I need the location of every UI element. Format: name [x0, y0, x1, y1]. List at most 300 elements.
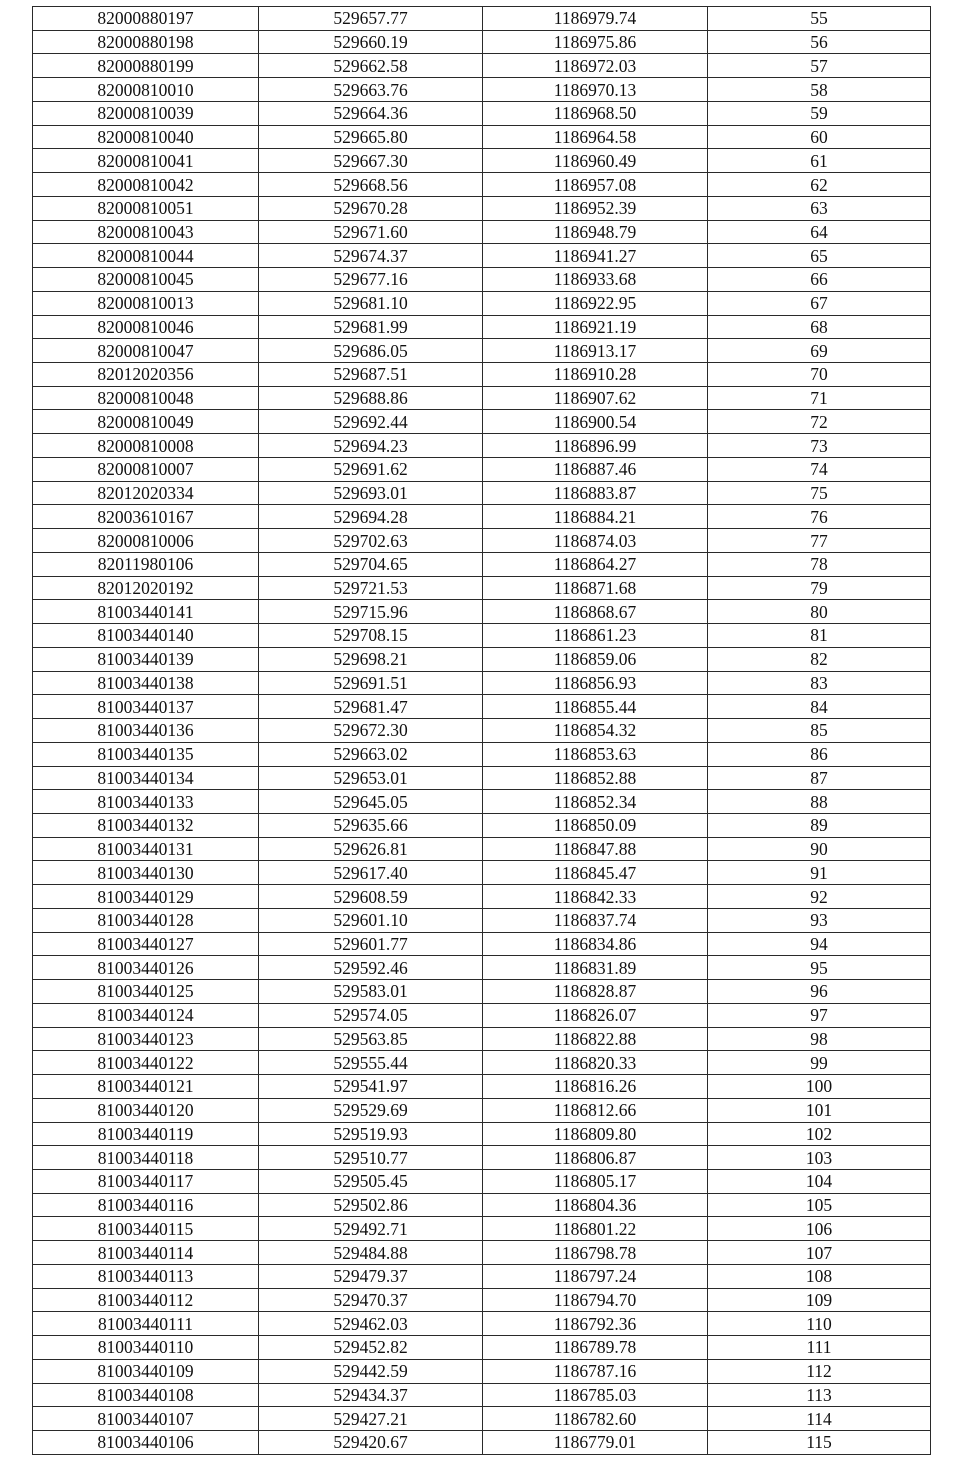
y-coordinate-cell: 1186822.88 — [483, 1027, 708, 1051]
table-row — [33, 101, 931, 125]
table-row — [33, 885, 931, 909]
point-id-cell: 81003440138 — [33, 671, 259, 695]
point-number-cell: 97 — [708, 1003, 931, 1027]
point-number-cell: 89 — [708, 813, 931, 837]
point-number-cell: 88 — [708, 790, 931, 814]
point-number-cell: 87 — [708, 766, 931, 790]
point-id-cell: 82000810041 — [33, 149, 259, 173]
x-coordinate-cell: 529668.56 — [259, 173, 483, 197]
y-coordinate-cell: 1186871.68 — [483, 576, 708, 600]
x-coordinate-cell: 529645.05 — [259, 790, 483, 814]
table-row — [33, 1407, 931, 1431]
y-coordinate-cell: 1186972.03 — [483, 54, 708, 78]
y-coordinate-cell: 1186859.06 — [483, 647, 708, 671]
point-id-cell: 81003440141 — [33, 600, 259, 624]
point-id-cell: 81003440122 — [33, 1051, 259, 1075]
y-coordinate-cell: 1186842.33 — [483, 885, 708, 909]
point-number-cell: 112 — [708, 1359, 931, 1383]
table-row — [33, 363, 931, 387]
y-coordinate-cell: 1186921.19 — [483, 315, 708, 339]
table-row — [33, 173, 931, 197]
point-number-cell: 71 — [708, 386, 931, 410]
point-id-cell: 81003440134 — [33, 766, 259, 790]
x-coordinate-cell: 529635.66 — [259, 813, 483, 837]
table-row — [33, 1217, 931, 1241]
point-id-cell: 82000810045 — [33, 268, 259, 292]
table-row — [33, 576, 931, 600]
point-number-cell: 62 — [708, 173, 931, 197]
table-row — [33, 932, 931, 956]
point-id-cell: 81003440137 — [33, 695, 259, 719]
point-id-cell: 82012020192 — [33, 576, 259, 600]
point-id-cell: 81003440135 — [33, 742, 259, 766]
point-id-cell: 82012020356 — [33, 363, 259, 387]
y-coordinate-cell: 1186883.87 — [483, 481, 708, 505]
point-number-cell: 57 — [708, 54, 931, 78]
point-number-cell: 92 — [708, 885, 931, 909]
x-coordinate-cell: 529681.10 — [259, 291, 483, 315]
table-row — [33, 695, 931, 719]
x-coordinate-cell: 529479.37 — [259, 1264, 483, 1288]
table-row — [33, 1075, 931, 1099]
point-id-cell: 81003440115 — [33, 1217, 259, 1241]
point-number-cell: 70 — [708, 363, 931, 387]
point-number-cell: 94 — [708, 932, 931, 956]
x-coordinate-cell: 529698.21 — [259, 647, 483, 671]
y-coordinate-cell: 1186960.49 — [483, 149, 708, 173]
x-coordinate-cell: 529529.69 — [259, 1098, 483, 1122]
x-coordinate-cell: 529492.71 — [259, 1217, 483, 1241]
point-number-cell: 65 — [708, 244, 931, 268]
point-id-cell: 81003440120 — [33, 1098, 259, 1122]
table-row — [33, 268, 931, 292]
table-row — [33, 600, 931, 624]
x-coordinate-cell: 529672.30 — [259, 719, 483, 743]
point-id-cell: 81003440130 — [33, 861, 259, 885]
y-coordinate-cell: 1186845.47 — [483, 861, 708, 885]
x-coordinate-cell: 529505.45 — [259, 1169, 483, 1193]
point-number-cell: 64 — [708, 220, 931, 244]
x-coordinate-cell: 529665.80 — [259, 125, 483, 149]
table-row — [33, 1312, 931, 1336]
table-row — [33, 220, 931, 244]
point-number-cell: 111 — [708, 1336, 931, 1360]
point-number-cell: 67 — [708, 291, 931, 315]
table-row — [33, 315, 931, 339]
y-coordinate-cell: 1186853.63 — [483, 742, 708, 766]
x-coordinate-cell: 529686.05 — [259, 339, 483, 363]
x-coordinate-cell: 529427.21 — [259, 1407, 483, 1431]
table-row — [33, 1383, 931, 1407]
point-number-cell: 115 — [708, 1431, 931, 1455]
point-id-cell: 81003440126 — [33, 956, 259, 980]
table-row — [33, 766, 931, 790]
point-number-cell: 76 — [708, 505, 931, 529]
point-number-cell: 109 — [708, 1288, 931, 1312]
point-id-cell: 81003440123 — [33, 1027, 259, 1051]
x-coordinate-cell: 529687.51 — [259, 363, 483, 387]
x-coordinate-cell: 529484.88 — [259, 1241, 483, 1265]
point-id-cell: 81003440136 — [33, 719, 259, 743]
y-coordinate-cell: 1186896.99 — [483, 434, 708, 458]
table-row — [33, 196, 931, 220]
y-coordinate-cell: 1186804.36 — [483, 1193, 708, 1217]
x-coordinate-cell: 529519.93 — [259, 1122, 483, 1146]
y-coordinate-cell: 1186801.22 — [483, 1217, 708, 1241]
y-coordinate-cell: 1186957.08 — [483, 173, 708, 197]
point-number-cell: 63 — [708, 196, 931, 220]
y-coordinate-cell: 1186820.33 — [483, 1051, 708, 1075]
point-id-cell: 81003440117 — [33, 1169, 259, 1193]
y-coordinate-cell: 1186979.74 — [483, 7, 708, 31]
point-number-cell: 114 — [708, 1407, 931, 1431]
y-coordinate-cell: 1186826.07 — [483, 1003, 708, 1027]
point-number-cell: 60 — [708, 125, 931, 149]
point-id-cell: 82000810051 — [33, 196, 259, 220]
point-id-cell: 81003440113 — [33, 1264, 259, 1288]
point-number-cell: 113 — [708, 1383, 931, 1407]
x-coordinate-cell: 529601.10 — [259, 908, 483, 932]
x-coordinate-cell: 529693.01 — [259, 481, 483, 505]
point-number-cell: 93 — [708, 908, 931, 932]
point-id-cell: 82003610167 — [33, 505, 259, 529]
table-row — [33, 1169, 931, 1193]
y-coordinate-cell: 1186856.93 — [483, 671, 708, 695]
y-coordinate-cell: 1186798.78 — [483, 1241, 708, 1265]
point-number-cell: 98 — [708, 1027, 931, 1051]
y-coordinate-cell: 1186855.44 — [483, 695, 708, 719]
y-coordinate-cell: 1186907.62 — [483, 386, 708, 410]
y-coordinate-cell: 1186941.27 — [483, 244, 708, 268]
y-coordinate-cell: 1186792.36 — [483, 1312, 708, 1336]
x-coordinate-cell: 529721.53 — [259, 576, 483, 600]
point-number-cell: 56 — [708, 30, 931, 54]
table-row — [33, 1146, 931, 1170]
point-id-cell: 81003440140 — [33, 624, 259, 648]
y-coordinate-cell: 1186789.78 — [483, 1336, 708, 1360]
x-coordinate-cell: 529617.40 — [259, 861, 483, 885]
x-coordinate-cell: 529626.81 — [259, 837, 483, 861]
point-id-cell: 81003440121 — [33, 1075, 259, 1099]
point-id-cell: 81003440132 — [33, 813, 259, 837]
x-coordinate-cell: 529704.65 — [259, 552, 483, 576]
x-coordinate-cell: 529681.99 — [259, 315, 483, 339]
y-coordinate-cell: 1186797.24 — [483, 1264, 708, 1288]
table-row — [33, 125, 931, 149]
point-number-cell: 100 — [708, 1075, 931, 1099]
point-number-cell: 72 — [708, 410, 931, 434]
x-coordinate-cell: 529420.67 — [259, 1431, 483, 1455]
point-id-cell: 81003440131 — [33, 837, 259, 861]
point-id-cell: 82000810047 — [33, 339, 259, 363]
y-coordinate-cell: 1186812.66 — [483, 1098, 708, 1122]
y-coordinate-cell: 1186874.03 — [483, 529, 708, 553]
point-id-cell: 82000810043 — [33, 220, 259, 244]
y-coordinate-cell: 1186828.87 — [483, 980, 708, 1004]
y-coordinate-cell: 1186854.32 — [483, 719, 708, 743]
point-id-cell: 81003440118 — [33, 1146, 259, 1170]
point-number-cell: 86 — [708, 742, 931, 766]
x-coordinate-cell: 529663.02 — [259, 742, 483, 766]
point-number-cell: 107 — [708, 1241, 931, 1265]
table-row — [33, 980, 931, 1004]
coordinate-table — [32, 6, 931, 1455]
table-row — [33, 837, 931, 861]
point-id-cell: 81003440108 — [33, 1383, 259, 1407]
y-coordinate-cell: 1186831.89 — [483, 956, 708, 980]
x-coordinate-cell: 529563.85 — [259, 1027, 483, 1051]
table-row — [33, 54, 931, 78]
point-id-cell: 82000810006 — [33, 529, 259, 553]
point-number-cell: 91 — [708, 861, 931, 885]
table-row — [33, 7, 931, 31]
y-coordinate-cell: 1186787.16 — [483, 1359, 708, 1383]
y-coordinate-cell: 1186782.60 — [483, 1407, 708, 1431]
table-row — [33, 790, 931, 814]
table-row — [33, 1051, 931, 1075]
x-coordinate-cell: 529657.77 — [259, 7, 483, 31]
table-row — [33, 1431, 931, 1455]
point-number-cell: 73 — [708, 434, 931, 458]
y-coordinate-cell: 1186884.21 — [483, 505, 708, 529]
x-coordinate-cell: 529541.97 — [259, 1075, 483, 1099]
table-row — [33, 1003, 931, 1027]
x-coordinate-cell: 529670.28 — [259, 196, 483, 220]
table-row — [33, 647, 931, 671]
y-coordinate-cell: 1186952.39 — [483, 196, 708, 220]
y-coordinate-cell: 1186850.09 — [483, 813, 708, 837]
point-id-cell: 81003440106 — [33, 1431, 259, 1455]
point-number-cell: 59 — [708, 101, 931, 125]
table-row — [33, 1193, 931, 1217]
x-coordinate-cell: 529653.01 — [259, 766, 483, 790]
table-row — [33, 908, 931, 932]
x-coordinate-cell: 529462.03 — [259, 1312, 483, 1336]
coordinate-table-body — [33, 7, 931, 1455]
point-id-cell: 81003440119 — [33, 1122, 259, 1146]
y-coordinate-cell: 1186837.74 — [483, 908, 708, 932]
table-row — [33, 671, 931, 695]
table-row — [33, 244, 931, 268]
point-id-cell: 82000810040 — [33, 125, 259, 149]
point-number-cell: 74 — [708, 457, 931, 481]
table-row — [33, 861, 931, 885]
x-coordinate-cell: 529502.86 — [259, 1193, 483, 1217]
x-coordinate-cell: 529692.44 — [259, 410, 483, 434]
y-coordinate-cell: 1186975.86 — [483, 30, 708, 54]
point-number-cell: 99 — [708, 1051, 931, 1075]
point-id-cell: 81003440133 — [33, 790, 259, 814]
y-coordinate-cell: 1186816.26 — [483, 1075, 708, 1099]
table-row — [33, 434, 931, 458]
point-id-cell: 82000880197 — [33, 7, 259, 31]
point-number-cell: 61 — [708, 149, 931, 173]
table-row — [33, 457, 931, 481]
point-id-cell: 81003440128 — [33, 908, 259, 932]
x-coordinate-cell: 529667.30 — [259, 149, 483, 173]
table-row — [33, 1241, 931, 1265]
table-row — [33, 505, 931, 529]
point-number-cell: 96 — [708, 980, 931, 1004]
point-id-cell: 81003440112 — [33, 1288, 259, 1312]
point-number-cell: 58 — [708, 78, 931, 102]
y-coordinate-cell: 1186948.79 — [483, 220, 708, 244]
point-number-cell: 75 — [708, 481, 931, 505]
point-number-cell: 81 — [708, 624, 931, 648]
table-row — [33, 719, 931, 743]
table-row — [33, 410, 931, 434]
point-number-cell: 104 — [708, 1169, 931, 1193]
point-number-cell: 79 — [708, 576, 931, 600]
x-coordinate-cell: 529555.44 — [259, 1051, 483, 1075]
x-coordinate-cell: 529510.77 — [259, 1146, 483, 1170]
point-id-cell: 82000810048 — [33, 386, 259, 410]
x-coordinate-cell: 529691.62 — [259, 457, 483, 481]
point-number-cell: 84 — [708, 695, 931, 719]
point-number-cell: 83 — [708, 671, 931, 695]
point-id-cell: 82000810013 — [33, 291, 259, 315]
point-number-cell: 85 — [708, 719, 931, 743]
y-coordinate-cell: 1186887.46 — [483, 457, 708, 481]
point-number-cell: 77 — [708, 529, 931, 553]
x-coordinate-cell: 529691.51 — [259, 671, 483, 695]
table-row — [33, 149, 931, 173]
table-row — [33, 1336, 931, 1360]
point-id-cell: 81003440110 — [33, 1336, 259, 1360]
table-row — [33, 1288, 931, 1312]
x-coordinate-cell: 529452.82 — [259, 1336, 483, 1360]
point-number-cell: 66 — [708, 268, 931, 292]
point-id-cell: 82000810049 — [33, 410, 259, 434]
point-id-cell: 81003440107 — [33, 1407, 259, 1431]
y-coordinate-cell: 1186805.17 — [483, 1169, 708, 1193]
y-coordinate-cell: 1186868.67 — [483, 600, 708, 624]
point-id-cell: 82000810044 — [33, 244, 259, 268]
table-row — [33, 552, 931, 576]
point-id-cell: 81003440129 — [33, 885, 259, 909]
y-coordinate-cell: 1186900.54 — [483, 410, 708, 434]
x-coordinate-cell: 529662.58 — [259, 54, 483, 78]
x-coordinate-cell: 529608.59 — [259, 885, 483, 909]
point-number-cell: 90 — [708, 837, 931, 861]
x-coordinate-cell: 529694.23 — [259, 434, 483, 458]
table-row — [33, 30, 931, 54]
y-coordinate-cell: 1186779.01 — [483, 1431, 708, 1455]
y-coordinate-cell: 1186964.58 — [483, 125, 708, 149]
point-id-cell: 82000880199 — [33, 54, 259, 78]
point-id-cell: 82000810010 — [33, 78, 259, 102]
y-coordinate-cell: 1186933.68 — [483, 268, 708, 292]
point-id-cell: 81003440124 — [33, 1003, 259, 1027]
x-coordinate-cell: 529601.77 — [259, 932, 483, 956]
point-id-cell: 82012020334 — [33, 481, 259, 505]
point-id-cell: 82000810039 — [33, 101, 259, 125]
table-row — [33, 339, 931, 363]
point-id-cell: 81003440111 — [33, 1312, 259, 1336]
table-row — [33, 742, 931, 766]
x-coordinate-cell: 529663.76 — [259, 78, 483, 102]
table-row — [33, 1027, 931, 1051]
table-row — [33, 386, 931, 410]
x-coordinate-cell: 529434.37 — [259, 1383, 483, 1407]
x-coordinate-cell: 529664.36 — [259, 101, 483, 125]
x-coordinate-cell: 529715.96 — [259, 600, 483, 624]
point-id-cell: 81003440125 — [33, 980, 259, 1004]
table-row — [33, 1264, 931, 1288]
x-coordinate-cell: 529592.46 — [259, 956, 483, 980]
table-row — [33, 813, 931, 837]
x-coordinate-cell: 529660.19 — [259, 30, 483, 54]
point-id-cell: 81003440116 — [33, 1193, 259, 1217]
x-coordinate-cell: 529708.15 — [259, 624, 483, 648]
x-coordinate-cell: 529583.01 — [259, 980, 483, 1004]
table-row — [33, 529, 931, 553]
y-coordinate-cell: 1186864.27 — [483, 552, 708, 576]
point-number-cell: 110 — [708, 1312, 931, 1336]
point-id-cell: 82000810042 — [33, 173, 259, 197]
point-number-cell: 82 — [708, 647, 931, 671]
point-number-cell: 69 — [708, 339, 931, 363]
x-coordinate-cell: 529470.37 — [259, 1288, 483, 1312]
table-row — [33, 1122, 931, 1146]
point-id-cell: 82000810046 — [33, 315, 259, 339]
point-number-cell: 95 — [708, 956, 931, 980]
y-coordinate-cell: 1186968.50 — [483, 101, 708, 125]
point-id-cell: 81003440127 — [33, 932, 259, 956]
x-coordinate-cell: 529681.47 — [259, 695, 483, 719]
y-coordinate-cell: 1186861.23 — [483, 624, 708, 648]
y-coordinate-cell: 1186913.17 — [483, 339, 708, 363]
table-row — [33, 956, 931, 980]
table-row — [33, 481, 931, 505]
point-number-cell: 68 — [708, 315, 931, 339]
point-number-cell: 102 — [708, 1122, 931, 1146]
y-coordinate-cell: 1186847.88 — [483, 837, 708, 861]
table-row — [33, 624, 931, 648]
table-row — [33, 291, 931, 315]
point-number-cell: 80 — [708, 600, 931, 624]
point-number-cell: 106 — [708, 1217, 931, 1241]
table-row — [33, 1098, 931, 1122]
x-coordinate-cell: 529671.60 — [259, 220, 483, 244]
x-coordinate-cell: 529688.86 — [259, 386, 483, 410]
y-coordinate-cell: 1186794.70 — [483, 1288, 708, 1312]
table-row — [33, 1359, 931, 1383]
y-coordinate-cell: 1186852.34 — [483, 790, 708, 814]
x-coordinate-cell: 529442.59 — [259, 1359, 483, 1383]
x-coordinate-cell: 529702.63 — [259, 529, 483, 553]
x-coordinate-cell: 529694.28 — [259, 505, 483, 529]
y-coordinate-cell: 1186910.28 — [483, 363, 708, 387]
point-id-cell: 82011980106 — [33, 552, 259, 576]
point-id-cell: 81003440139 — [33, 647, 259, 671]
y-coordinate-cell: 1186852.88 — [483, 766, 708, 790]
table-row — [33, 78, 931, 102]
point-id-cell: 81003440114 — [33, 1241, 259, 1265]
y-coordinate-cell: 1186834.86 — [483, 932, 708, 956]
point-number-cell: 55 — [708, 7, 931, 31]
point-id-cell: 82000810007 — [33, 457, 259, 481]
x-coordinate-cell: 529677.16 — [259, 268, 483, 292]
x-coordinate-cell: 529674.37 — [259, 244, 483, 268]
point-id-cell: 82000880198 — [33, 30, 259, 54]
point-number-cell: 78 — [708, 552, 931, 576]
point-id-cell: 82000810008 — [33, 434, 259, 458]
y-coordinate-cell: 1186970.13 — [483, 78, 708, 102]
y-coordinate-cell: 1186809.80 — [483, 1122, 708, 1146]
point-id-cell: 81003440109 — [33, 1359, 259, 1383]
point-number-cell: 108 — [708, 1264, 931, 1288]
